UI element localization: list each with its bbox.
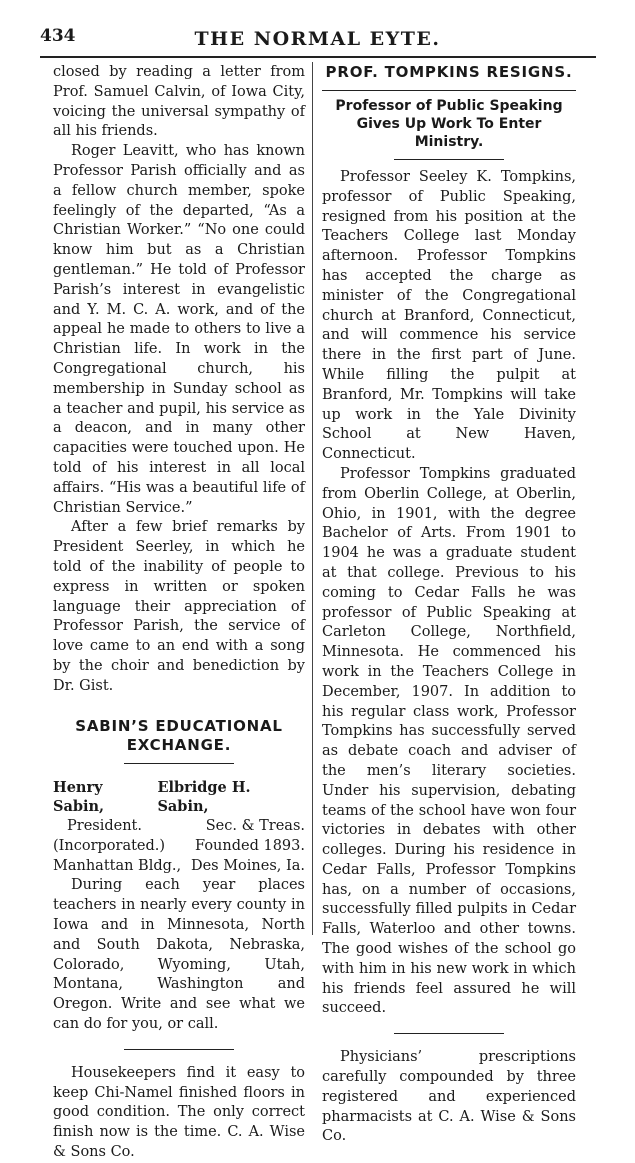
- article-subheadline: Professor of Public Speaking Gives Up Work To Enter Ministry.: [335, 98, 563, 150]
- column-divider: [312, 62, 313, 935]
- article-headline: PROF. TOMPKINS RESIGNS.: [325, 63, 573, 81]
- housekeepers-ad: Housekeepers find it easy to keep Chi-Namel finished floors in good condition. The only correct finish now is the time. C. A. Wise & Sons Co.: [53, 1064, 305, 1161]
- sabin-role-right: Sec. & Treas.: [205, 818, 305, 835]
- sabin-name-right: Elbridge H. Sabin,: [157, 778, 251, 816]
- sabin-status-right: Founded 1893.: [195, 837, 305, 854]
- sabin-status-left: (Incorporated.): [53, 837, 166, 854]
- left-column: [53, 63, 305, 1163]
- sabin-roles-row: [53, 817, 305, 837]
- article-paragraph: Professor Tompkins graduated from Oberlin College, at Oberlin, Ohio, in 1901, with the degree Bachelor of Arts. From 1901 to 1904 he was a graduate student at that college. Previous to his coming to Cedar Falls he was professor of Public Speaking at Carleton College, Northfield, Minnesota. He commenced his work in the Teachers College in December, 1907. In addition to his regular class work, Professor Tompkins has successfully served as debate coach and adviser of the men’s literary societies. Under his supervision, debating teams of the school have won four victories in debates with other colleges. During his residence in Cedar Falls, Professor Tompkins has, on a number of occasions, successfully filled pulpits in Cedar Falls, Waterloo and other towns. The good wishes of the school go with him in his new work in which his friends feel assured he will succeed.: [322, 465, 576, 1017]
- right-column: [322, 63, 576, 1147]
- headline-rule: [322, 90, 576, 91]
- sabin-address-right: Des Moines, Ia.: [190, 857, 305, 874]
- sabin-address-left: Manhattan Bldg.,: [53, 857, 182, 874]
- sabin-ad-body: During each year places teachers in nearly every county in Iowa and in Minnesota, North and South Dakota, Nebraska, Colorado, Wyoming, Utah, Montana, Washington and Oregon. Write and see what we can do for you, or call.: [53, 877, 305, 1033]
- sabin-address-row: [53, 857, 305, 877]
- sabin-status-row: [53, 837, 305, 857]
- sabin-role-left: President.: [67, 818, 142, 835]
- article-paragraph: Roger Leavitt, who has known Professor Parish officially and as a fellow church member, spoke feelingly of the departed, “As a Christian Worker.” “No one could know him but as a Christian gentleman.” He told of Professor Parish’s interest in evangelistic and Y. M. C. A. work, and of the appeal he made to others to live a Christian life. In work in the Congregational church, his membership in Sunday school as a teacher and pupil, his service as a deacon, and in many other capacities were touched upon. He told of his interest in all local affairs. “His was a beautiful life of Christian Service.”: [53, 143, 305, 516]
- physicians-ad: Physicians’ prescriptions carefully compounded by three registered and experienced pharmacists at C. A. Wise & Sons Co.: [322, 1049, 576, 1145]
- sabin-name-left: Henry Sabin,: [53, 778, 105, 816]
- page-number: 434: [40, 26, 76, 46]
- article-paragraph: closed by reading a letter from Prof. Samuel Calvin, of Iowa City, voicing the universal sympathy of all his friends.: [53, 64, 305, 140]
- sabin-ad-title: SABIN’S EDUCATIONAL EXCHANGE.: [75, 716, 283, 754]
- article-paragraph: After a few brief remarks by President Seerley, in which he told of the inability of people to express in written or spoken language their appreciation of Professor Parish, the service of love came to an end with a song by the choir and benediction by Dr. Gist.: [53, 519, 305, 694]
- article-paragraph: Professor Seeley K. Tompkins, professor of Public Speaking, resigned from his position at the Teachers College last Monday afternoon. Professor Tompkins has accepted the charge as minister of the Congregational church at Branford, Connecticut, and will commence his service there in the first part of June. While filling the pulpit at Branford, Mr. Tompkins will take up work in the Yale Divinity School at New Haven, Connecticut.: [322, 169, 576, 463]
- running-header-title: THE NORMAL EYTE.: [194, 28, 441, 50]
- sabin-names-row: [53, 778, 305, 818]
- header-rule: [40, 56, 596, 58]
